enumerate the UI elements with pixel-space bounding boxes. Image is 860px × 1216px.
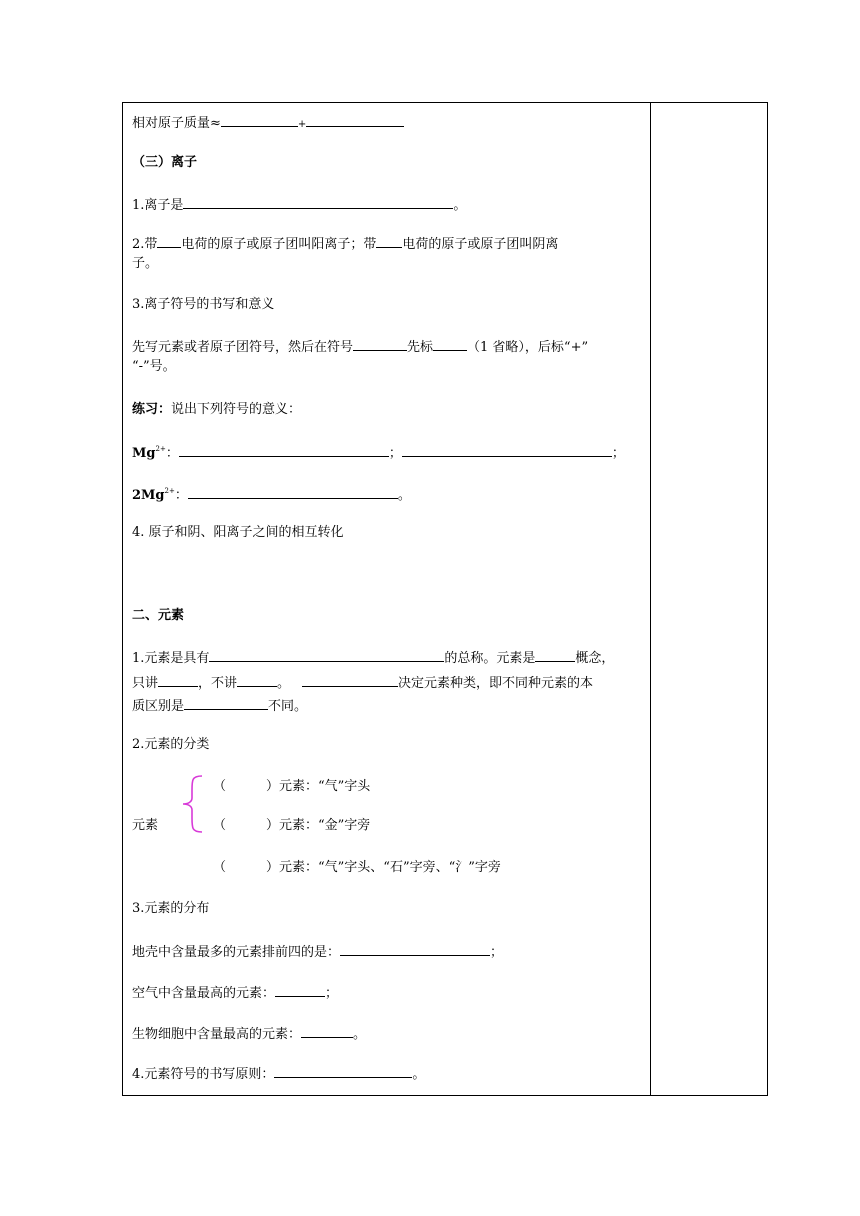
atom-mass-prefix: 相对原子质量≈ — [132, 116, 221, 131]
ion-item1-prefix: 1.离子是 — [132, 198, 184, 213]
ion-item3-desc-line1 — [132, 337, 588, 356]
element-item1-line3 — [132, 696, 307, 715]
mg-ion-line — [132, 443, 625, 462]
blank[interactable] — [188, 485, 398, 499]
ion-item1-end: 。 — [453, 198, 467, 213]
element-item1-h: 质区别是 — [132, 699, 185, 714]
ion-item2-b: 电荷的原子或原子团叫阳离子；带 — [181, 237, 377, 252]
cell-prefix: 生物细胞中含量最高的元素： — [132, 1027, 302, 1042]
class-row-2 — [213, 818, 370, 834]
element-item1-d: 只讲 — [132, 676, 159, 691]
blank[interactable] — [179, 443, 389, 457]
ion-item4: 4. 原子和阴、阳离子之间的相互转化 — [132, 525, 344, 540]
air-prefix: 空气中含量最高的元素： — [132, 986, 276, 1001]
blank[interactable] — [353, 337, 407, 351]
ion-item2-line1 — [132, 234, 558, 253]
element-item1-line1 — [132, 648, 614, 667]
blank[interactable] — [209, 648, 444, 662]
element-item1-f: 。 — [277, 676, 291, 691]
blank[interactable] — [340, 942, 490, 956]
ion-item3-a: 先写元素或者原子团符号，然后在符号 — [132, 340, 354, 355]
element-item3-title: 3.元素的分布 — [132, 901, 210, 916]
paren-open: （ — [213, 860, 227, 875]
element-item1-line2 — [132, 673, 593, 692]
ion-item2-line2: 子。 — [132, 256, 159, 271]
exercise-line — [132, 402, 301, 418]
blank[interactable] — [433, 337, 467, 351]
plus-sign: + — [297, 119, 307, 130]
blank[interactable] — [274, 1064, 412, 1078]
blank[interactable] — [535, 648, 575, 662]
crust-prefix: 地壳中含量最多的元素排前四的是： — [132, 945, 341, 960]
end-mark: 。 — [353, 1027, 367, 1042]
element-item2-title: 2.元素的分类 — [132, 737, 210, 752]
blank[interactable] — [402, 443, 612, 457]
ion-item3-c: （1 省略），后标“+” — [467, 340, 589, 355]
blank[interactable] — [158, 673, 198, 687]
blank[interactable] — [157, 234, 181, 248]
two-mg-symbol: 2Mg — [132, 488, 165, 503]
blank[interactable] — [237, 673, 277, 687]
mg-symbol: Mg — [132, 446, 156, 461]
element-item1-i: 不同。 — [268, 699, 308, 714]
blank[interactable] — [183, 195, 453, 209]
paren-open: （ — [213, 779, 227, 794]
exercise-text: 说出下列符号的意义： — [171, 402, 302, 417]
air-line — [132, 983, 338, 1002]
end-mark: 。 — [412, 1067, 426, 1082]
blank[interactable] — [306, 113, 404, 127]
class-row-2-label: ）元素：“金”字旁 — [266, 818, 371, 833]
element-heading: 二、元素 — [132, 608, 185, 623]
blank[interactable] — [376, 234, 402, 248]
ion-item3-b: 先标 — [407, 340, 434, 355]
element-item1-b: 的总称。元素是 — [444, 651, 536, 666]
cell-line — [132, 1024, 366, 1043]
colon: ： — [165, 446, 179, 461]
blank[interactable] — [301, 1024, 353, 1038]
class-row-3-label: ）元素：“气”字头、“石”字旁、“氵”字旁 — [266, 860, 501, 875]
exercise-label: 练习： — [132, 402, 172, 417]
separator: ； — [388, 446, 402, 461]
element-item1-g: 决定元素种类，即不同种元素的本 — [398, 676, 594, 691]
end-mark: 。 — [397, 488, 411, 503]
class-row-1 — [213, 779, 370, 795]
class-root-label: 元素 — [132, 818, 159, 833]
two-mg-charge: 2+ — [164, 487, 175, 495]
blank[interactable] — [184, 696, 268, 710]
end-mark: ； — [611, 446, 625, 461]
crust-line — [132, 942, 503, 961]
column-divider — [650, 103, 651, 1095]
class-row-3 — [213, 860, 501, 876]
paren-open: （ — [213, 818, 227, 833]
ion-item2-a: 2.带 — [132, 237, 158, 252]
ion-item1 — [132, 195, 466, 214]
mg-charge: 2+ — [155, 445, 166, 453]
end-mark: ； — [325, 986, 339, 1001]
ion-item2-c: 电荷的原子或原子团叫阴离 — [402, 237, 559, 252]
atom-mass-line — [132, 113, 404, 133]
class-row-1-label: ）元素：“气”字头 — [266, 779, 371, 794]
element-item4 — [132, 1064, 425, 1083]
element-item1-a: 1.元素是具有 — [132, 651, 210, 666]
ion-item3-desc-line2: “-”号。 — [132, 359, 176, 374]
two-mg-ion-line — [132, 485, 411, 504]
blank[interactable] — [221, 113, 298, 127]
curly-brace-icon — [180, 774, 204, 834]
colon: ： — [174, 488, 188, 503]
ion-item3-title: 3.离子符号的书写和意义 — [132, 297, 275, 312]
end-mark: ； — [490, 945, 504, 960]
ion-heading: （三）离子 — [132, 155, 198, 170]
blank[interactable] — [275, 983, 325, 997]
element-item1-e: ，不讲 — [198, 676, 238, 691]
element-item1-c: 概念， — [575, 651, 615, 666]
worksheet-table — [122, 102, 768, 1096]
blank[interactable] — [302, 673, 398, 687]
element-item4-prefix: 4.元素符号的书写原则： — [132, 1067, 275, 1082]
